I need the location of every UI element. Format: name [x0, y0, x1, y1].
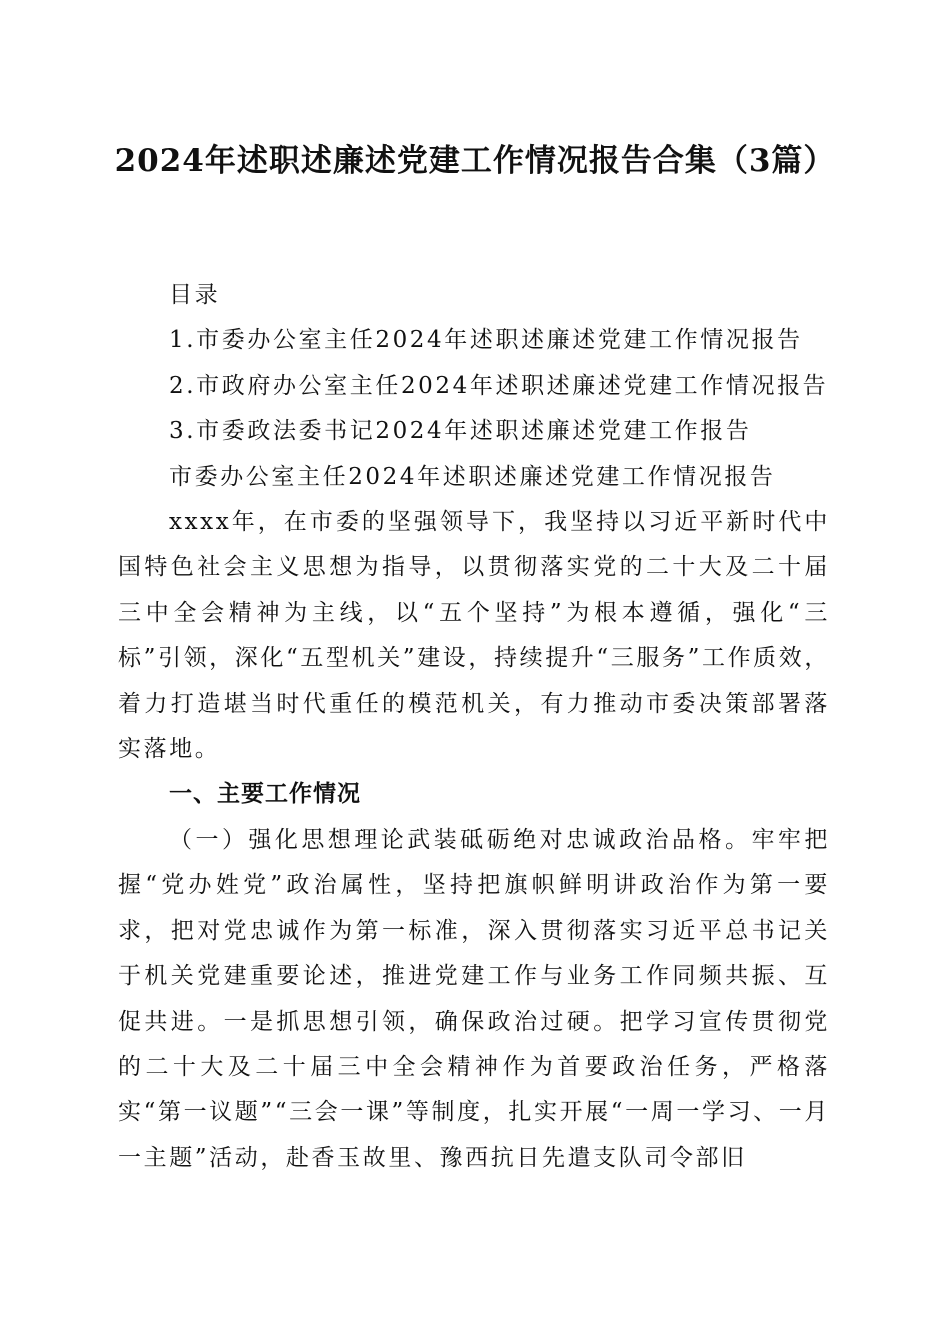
article-title: 市委办公室主任2024年述职述廉述党建工作情况报告 — [169, 463, 776, 490]
document-title: 2024年述职述廉述党建工作情况报告合集（3篇） — [114, 143, 836, 179]
section-heading: 一、主要工作情况 — [169, 781, 361, 808]
intro-paragraph: xxxx年，在市委的坚强领导下，我坚持以习近平新时代中国特色社会主义思想为指导，以贯彻落实党的二十大及二十届三中全会精神为主线，以“五个坚持”为根本遵循，强化“三标”引领，深化“五型机关”建设，持续提升“三服务”工作质效，着力打造堪当时代重任的模范机关，有力推动市委决策部署落实落地。 — [118, 509, 830, 763]
toc-label: 目录 — [169, 282, 221, 308]
toc-item: 1.市委办公室主任2024年述职述廉述党建工作情况报告 — [169, 327, 803, 354]
section-paragraph: （一）强化思想理论武装砥砺绝对忠诚政治品格。牢牢把握“党办姓党”政治属性，坚持把旗帜鲜明讲政治作为第一要求，把对党忠诚作为第一标准，深入贯彻落实习近平总书记关于机关党建重要论述，推进党建工作与业务工作同频共振、互促共进。一是抓思想引领，确保政治过硬。把学习宣传贯彻党的二十大及二十届三中全会精神作为首要政治任务，严格落实“第一议题”“三会一课”等制度，扎实开展“一周一学习、一月一主题”活动，赴香玉故里、豫西抗日先遣支队司令部旧 — [118, 826, 830, 1171]
toc-item: 3.市委政法委书记2024年述职述廉述党建工作报告 — [169, 418, 752, 445]
toc-item: 2.市政府办公室主任2024年述职述廉述党建工作情况报告 — [169, 372, 829, 399]
document-body — [118, 273, 830, 1181]
